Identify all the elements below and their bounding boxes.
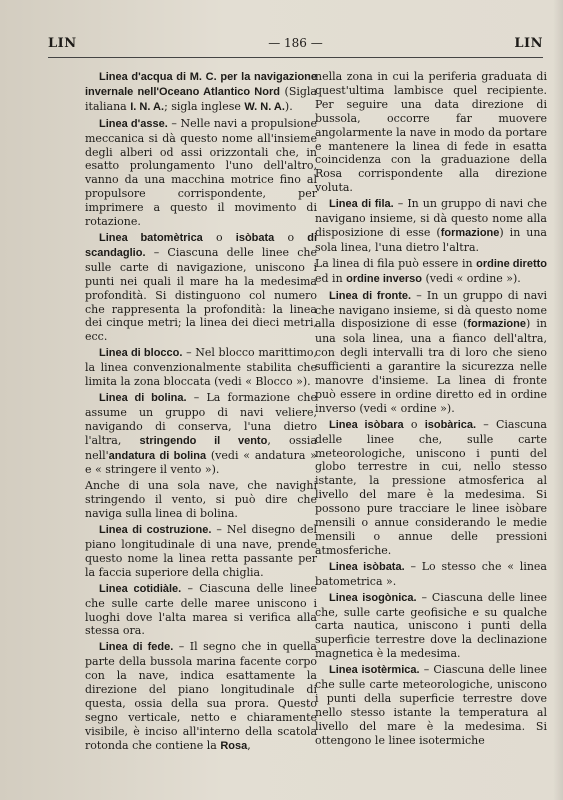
entry-text: nella zona in cui la periferia graduata di quest'ultima lambisce quel recipiente. Per seguire una data direzione di bussola, occorre far muovere angolarmente la nave in modo da portare e mantenere la linea di fede in esatta coincidenza con la graduazione della Rosa corrispondente alla direzione voluta. <box>315 70 547 195</box>
entry-text: Anche di una sola nave, che navighi stringendo il vento, si può dire che naviga sulla linea di bolina. <box>85 479 317 521</box>
running-head <box>48 36 543 56</box>
header-right-keyword: LIN <box>514 36 543 51</box>
dictionary-entry <box>315 418 547 558</box>
entry-term: Linea di fede. <box>99 641 174 654</box>
entry-term: Linea di fronte. <box>329 289 412 302</box>
entry-reference: formazione <box>440 226 500 239</box>
entry-term: Linea di blocco. <box>99 347 183 360</box>
dictionary-entry <box>315 70 547 195</box>
entry-reference: W. N. A. <box>244 100 285 113</box>
dictionary-entry <box>85 117 317 229</box>
page-edge-shadow <box>553 0 563 800</box>
entry-reference: formazione <box>467 318 526 331</box>
entry-text: – Ciascuna delle linee che sulle carte di navigazione, uniscono i punti nei quali il mare ha la medesima profondità. Si distinguono col numero che rappresenta la profondità: la linea dei cinque metri; la linea dei dieci metri, ecc. <box>85 245 317 344</box>
entry-term: Linea batomètrica <box>99 231 203 244</box>
entry-text: – La formazione che assume un gruppo di navi veliere, navigando di conserva, l'una dietro l'altra, <box>85 390 317 447</box>
left-column <box>85 70 317 756</box>
entry-text: , <box>247 738 251 752</box>
dictionary-entry <box>85 346 317 389</box>
dictionary-entry <box>85 391 317 477</box>
dictionary-entry <box>85 640 317 753</box>
entry-text: ed in <box>315 271 347 285</box>
entry-term: Linea di bolina. <box>99 391 187 404</box>
entry-text: – In un gruppo di navi che navigano insieme, si dà questo nome alla disposizione di esse ( <box>315 197 547 239</box>
dictionary-entry <box>85 582 317 639</box>
entry-text: (vedi « ordine »). <box>421 271 521 285</box>
entry-reference: Rosa <box>220 739 248 752</box>
entry-text: ) in una sola linea, l'una dietro l'altra. <box>315 225 547 254</box>
dictionary-entry <box>85 523 317 580</box>
dictionary-entry <box>85 231 317 344</box>
entry-text: (Sigla italiana <box>85 84 317 113</box>
header-left-keyword: LIN <box>48 36 77 51</box>
entry-term: Linea di costruzione. <box>99 524 212 537</box>
entry-text: – Lo stesso che « linea batometrica ». <box>315 559 547 588</box>
entry-text: ; sigla inglese <box>164 99 245 113</box>
entry-text: – Il segno che in quella parte della bussola marina facente corpo con la nave, indica esattamente la direzione del piano longitudinale di questa, ossia della sua prora. Questo segno verticale, netto e chiaramente visibile, è inciso all'interno della scatola rotonda che contiene la <box>85 640 317 752</box>
entry-reference: isòbata <box>235 231 275 244</box>
entry-text: – Ciascuna delle linee che, sulle carte geofisiche e su qualche carta nautica, uniscono i punti della superficie terrestre dove la declinazione magnetica è la medesima. <box>315 590 548 661</box>
entry-text: o <box>202 230 236 244</box>
entry-text: – Nel blocco marittimo, la linea convenzionalmente stabilita che limita la zona bloccata (vedi « Blocco »). <box>85 346 317 389</box>
entry-term: Linea d'acqua di M. C. per la navigazione invernale nell'Oceano Atlantico Nord <box>85 71 317 98</box>
entry-term: Linea isòbata. <box>329 560 405 573</box>
entry-text: – Nelle navi a propulsione meccanica si dà questo nome all'insieme degli alberi od assi orizzontali che, in esatto prolungamento l'uno dell'altro, vanno da una macchina motrice fino al propulsore corrispondente, per imprimere a questo il movimento di rotazione. <box>85 116 317 229</box>
entry-term: Linea d'asse. <box>99 117 168 130</box>
entry-text: , ossia nell' <box>85 433 317 462</box>
dictionary-entry <box>315 289 547 416</box>
entry-text: ). <box>284 99 293 113</box>
entry-text: – Ciascuna delle linee che sulle carte delle maree uniscono i luoghi dove l'alta marea si verifica alla stessa ora. <box>85 581 318 638</box>
dictionary-entry <box>85 70 317 115</box>
entry-reference: isobàrica. <box>424 418 477 431</box>
dictionary-entry <box>315 591 547 662</box>
entry-text: (vedi « andatura » e « stringere il vento »). <box>85 448 317 477</box>
entry-text: o <box>274 230 308 244</box>
entry-reference: andatura di bolina <box>108 449 207 462</box>
entry-term: Linea isotèrmica. <box>329 664 420 677</box>
entry-reference: di scandaglio. <box>85 231 318 259</box>
entry-text: o <box>403 417 425 431</box>
entry-reference: ordine inverso <box>346 272 422 285</box>
dictionary-entry <box>315 197 547 255</box>
entry-text: ) in una sola linea, una a fianco dell'altra, con degli intervalli tra di loro che sieno sufficienti a garantire la sicurezza nelle manovre d'insieme. La linea di fronte può essere in ordine diretto ed in ordine inverso (vedi « ordine »). <box>315 317 547 415</box>
right-column <box>315 70 547 750</box>
entry-text: – Ciascuna delle linee che, sulle carte meteorologiche, uniscono i punti del globo terrestre in cui, nello stesso istante, la pressione atmosferica al livello del mare è la medesima. Si possono pure tracciare le linee isòbare mensili o annue considerando le medie mensili o annue delle pressioni atmosferiche. <box>315 417 547 557</box>
entry-reference: ordine diretto <box>476 257 548 270</box>
entry-term: Linea isòbara <box>329 418 404 431</box>
entry-term: Linea cotidiàle. <box>99 582 182 595</box>
entry-text: La linea di fila può essere in <box>315 256 477 270</box>
header-rule <box>48 57 543 58</box>
dictionary-entry <box>315 663 547 747</box>
entry-text: – Nel disegno del piano longitudinale di una nave, prende questo nome la linea retta passante per la faccia superiore della chiglia. <box>85 523 318 579</box>
entry-reference: stringendo il vento <box>139 434 268 447</box>
entry-text: – Ciascuna delle linee che sulle carte meteorologiche, uniscono i punti della superficie terrestre dove nello stesso istante la temperatura al livello del mare è la medesima. Si ottengono le linee isotermiche <box>315 663 547 747</box>
dictionary-entry <box>315 257 547 287</box>
dictionary-entry <box>315 560 547 589</box>
entry-term: Linea isogònica. <box>329 591 417 604</box>
entry-term: Linea di fila. <box>329 198 394 211</box>
dictionary-entry <box>85 479 317 521</box>
entry-text: – In un gruppo di navi che navigano insieme, si dà questo nome alla disposizione di esse ( <box>315 288 547 331</box>
page-number: — 186 — <box>268 36 323 50</box>
entry-reference: I. N. A. <box>130 100 165 113</box>
